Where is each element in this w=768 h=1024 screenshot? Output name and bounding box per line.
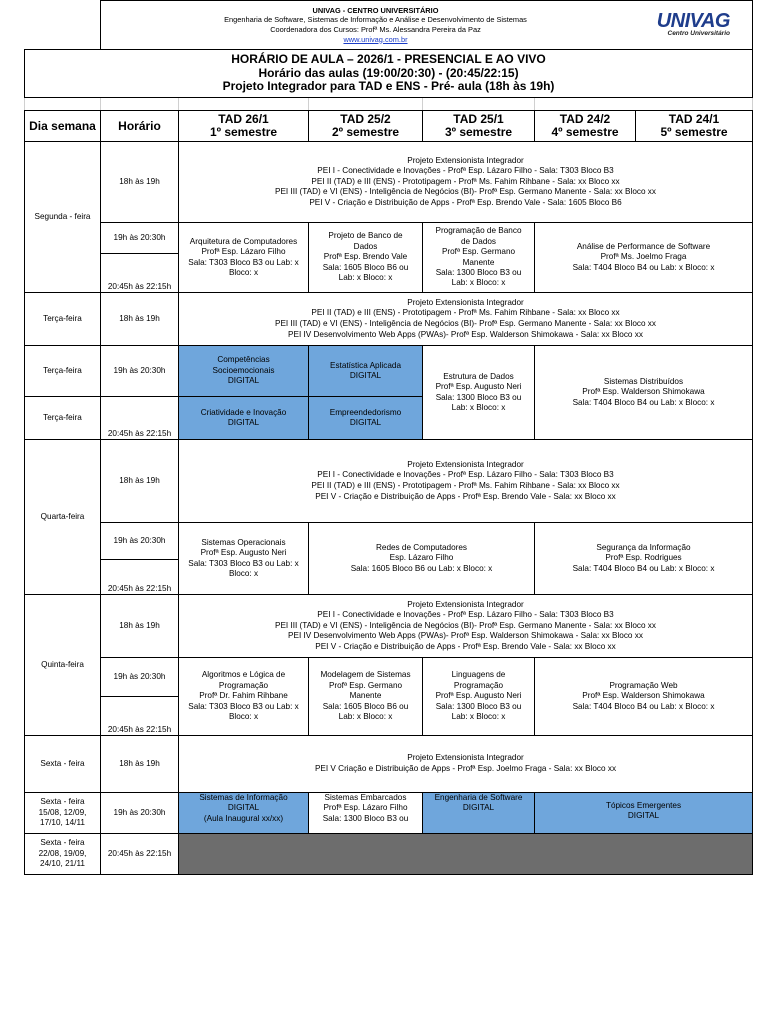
class-sistemas-embarcados: Sistemas Embarcados Profª Esp. Lázaro Filho Sala: 1300 Bloco B3 ou xyxy=(309,793,423,834)
class-sistemas-operacionais: Sistemas Operacionais Profª Esp. Augusto Neri Sala: T303 Bloco B3 ou Lab: x Bloco: x xyxy=(179,523,309,595)
time-first-monday: 19h às 20:30h xyxy=(101,223,179,254)
class-sistemas-informacao: Sistemas de Informação DIGITAL (Aula Inaugural xx/xx) xyxy=(179,793,309,834)
institution-name: UNIVAG - CENTRO UNIVERSITÁRIO xyxy=(312,5,439,15)
time-second-tuesday: 20:45h às 22:15h xyxy=(101,397,179,440)
class-criatividade-inovacao: Criatividade e Inovação DIGITAL xyxy=(179,397,309,440)
class-estatistica-aplicada: Estatística Aplicada DIGITAL xyxy=(309,346,423,397)
class-estrutura-dados: Estrutura de Dados Profª Esp. Augusto Neri Sala: 1300 Bloco B3 ou Lab: x Bloco: x xyxy=(423,346,535,440)
title-line-1: HORÁRIO DE AULA – 2026/1 - PRESENCIAL E AO VIVO xyxy=(231,52,546,67)
time-first-thursday: 19h às 20:30h xyxy=(101,658,179,697)
class-seguranca-informacao: Segurança da Informação Profª Esp. Rodrigues Sala: T404 Bloco B4 ou Lab: x Bloco: x xyxy=(535,523,753,595)
class-programacao-banco-dados: Programação de Banco de Dados Profª Esp. Germano Manente Sala: 1300 Bloco B3 ou Lab: x Bloco: x xyxy=(423,223,535,293)
logo-subtitle: Centro Universitário xyxy=(667,30,730,37)
time-pre-thursday: 18h às 19h xyxy=(101,595,179,658)
day-tuesday-first: Terça-feira xyxy=(25,346,101,397)
logo-word: UNIVAG xyxy=(656,10,730,32)
class-linguagens-programacao: Linguagens de Programação Profª Esp. Augusto Neri Sala: 1300 Bloco B3 ou Lab: x Bloco: x xyxy=(423,658,535,736)
day-tuesday: Terça-feira xyxy=(25,293,101,346)
coordinator-line: Coordenadora dos Cursos: Profª Ms. Alessandra Pereira da Paz xyxy=(270,25,481,34)
time-pre-tuesday: 18h às 19h xyxy=(101,293,179,346)
col-header-tad-24-2: TAD 24/2 xyxy=(559,112,611,126)
time-second-wednesday: 20:45h às 22:15h xyxy=(101,560,179,595)
class-programacao-web: Programação Web Profª Esp. Walderson Shimokawa Sala: T404 Bloco B4 ou Lab: x Bloco: x xyxy=(535,658,753,736)
day-tuesday-second: Terça-feira xyxy=(25,397,101,440)
time-second-monday: 20:45h às 22:15h xyxy=(101,254,179,293)
class-arquitetura: Arquitetura de Computadores Profª Esp. Lázaro Filho Sala: T303 Bloco B3 ou Lab: x Bloco: x xyxy=(179,223,309,293)
class-topicos-emergentes: Tópicos Emergentes DIGITAL xyxy=(535,793,753,834)
time-second-friday: 20:45h às 22:15h xyxy=(101,834,179,875)
col-header-tad-24-2-and-24-1: TAD 24/2 4º semestre TAD 24/1 5º semestre xyxy=(535,111,753,142)
day-wednesday: Quarta-feira xyxy=(25,440,101,595)
time-pre-friday: 18h às 19h xyxy=(101,736,179,793)
time-first-friday: 19h às 20:30h xyxy=(101,793,179,834)
col-header-tad-25-2: TAD 25/2 2º semestre xyxy=(309,111,423,142)
col-header-time: Horário xyxy=(101,111,179,142)
class-sistemas-distribuidos: Sistemas Distribuídos Profª Esp. Walderson Shimokawa Sala: T404 Bloco B4 ou Lab: x Bloco: x xyxy=(535,346,753,440)
col-header-tad-24-1: TAD 24/1 xyxy=(668,112,720,126)
pei-wednesday: Projeto Extensionista Integrador PEI I - Conectividade e Inovações - Profª Esp. Lázaro Filho - Sala: T303 Bloco B3 PEI II (TAD) e III (ENS) - Prototipagem - Profª Ms. Fahim Rihbane - Sala: xx Bloco xx PEI V - Criação e Distribuição de Apps - Profª Esp. Brendo Vale - Sala: xx Bloco xx xyxy=(179,440,753,523)
day-friday-first: Sexta - feira 15/08, 12/09, 17/10, 14/11 xyxy=(25,793,101,834)
courses-line: Engenharia de Software, Sistemas de Informação e Análise e Desenvolvimento de Sistemas xyxy=(224,15,527,25)
class-competencias-socioemocionais: Competências Socioemocionais DIGITAL xyxy=(179,346,309,397)
univag-logo xyxy=(630,12,752,38)
class-redes-computadores: Redes de Computadores Esp. Lázaro Filho Sala: 1605 Bloco B6 ou Lab: x Bloco: x xyxy=(309,523,535,595)
institution-header xyxy=(101,1,753,50)
day-friday-second: Sexta - feira 22/08, 19/09, 24/10, 21/11 xyxy=(25,834,101,875)
time-second-thursday: 20:45h às 22:15h xyxy=(101,697,179,736)
pei-thursday: Projeto Extensionista Integrador PEI I - Conectividade e Inovações - Profª Esp. Lázaro Filho - Sala: T303 Bloco B3 PEI III (TAD) e VI (ENS) - Inteligência de Negócios (BI)- Profª Esp. Germano Manente - Sala: xx Bloco xx PEI IV Desenvolvimento Web Apps (PWAs)- Profª Esp. Walderson Shimokawa - Sala: xx Bloco xx PEI V - Criação e Distribuição de Apps - Profª Esp. Brendo Vale - Sala: xx Bloco xx xyxy=(179,595,753,658)
col-header-tad-25-1: TAD 25/1 3º semestre xyxy=(423,111,535,142)
time-first-tuesday: 19h às 20:30h xyxy=(101,346,179,397)
pei-friday: Projeto Extensionista Integrador PEI V Criação e Distribuição de Apps - Profª Esp. Joelmo Fraga - Sala: xx Bloco xx xyxy=(179,736,753,793)
class-modelagem-sistemas: Modelagem de Sistemas Profª Esp. Germano Manente Sala: 1605 Bloco B6 ou Lab: x Bloco: x xyxy=(309,658,423,736)
title-line-3: Projeto Integrador para TAD e ENS - Pré- aula (18h às 19h) xyxy=(222,79,555,94)
pei-monday: Projeto Extensionista Integrador PEI I - Conectividade e Inovações - Profª Esp. Lázaro Filho - Sala: T303 Bloco B3 PEI II (TAD) e III (ENS) - Prototipagem - Profª Ms. Fahim Rihbane - Sala: xx Bloco xx PEI III (TAD) e VI (ENS) - Inteligência de Negócios (BI)- Profª Esp. Germano Manente - Sala: xx Bloco xx PEI V - Criação e Distribuição de Apps - Profª Esp. Brendo Vale - Sala: 1605 Bloco B6 xyxy=(179,142,753,223)
day-monday: Segunda - feira xyxy=(25,142,101,293)
time-first-wednesday: 19h às 20:30h xyxy=(101,523,179,560)
schedule-table xyxy=(24,0,753,875)
col-header-tad-26-1: TAD 26/1 1º semestre xyxy=(179,111,309,142)
title-line-2: Horário das aulas (19:00/20:30) - (20:45/22:15) xyxy=(258,65,519,80)
class-engenharia-software: Engenharia de Software DIGITAL xyxy=(423,793,535,834)
class-analise-performance: Análise de Performance de Software Profª Ms. Joelmo Fraga Sala: T404 Bloco B4 ou Lab: x Bloco: x xyxy=(535,223,753,293)
class-empreendedorismo: Empreendedorismo DIGITAL xyxy=(309,397,423,440)
col-header-day: Dia semana xyxy=(25,111,101,142)
blocked-slot-friday xyxy=(179,834,753,875)
class-projeto-banco-dados: Projeto de Banco de Dados Profª Esp. Brendo Vale Sala: 1605 Bloco B6 ou Lab: x Bloco: x xyxy=(309,223,423,293)
time-pre-wednesday: 18h às 19h xyxy=(101,440,179,523)
schedule-title xyxy=(25,50,753,98)
time-pre-monday: 18h às 19h xyxy=(101,142,179,223)
day-thursday: Quinta-feira xyxy=(25,595,101,736)
day-friday: Sexta - feira xyxy=(25,736,101,793)
website-link[interactable]: www.univag.com.br xyxy=(343,34,408,44)
class-algoritmos-logica: Algoritmos e Lógica de Programação Profª Dr. Fahim Rihbane Sala: T303 Bloco B3 ou Lab: x Bloco: x xyxy=(179,658,309,736)
schedule-sheet xyxy=(24,0,752,875)
pei-tuesday: Projeto Extensionista Integrador PEI II (TAD) e III (ENS) - Prototipagem - Profª Ms. Fahim Rihbane - Sala: xx Bloco xx PEI III (TAD) e VI (ENS) - Inteligência de Negócios (BI)- Profª Esp. Germano Manente - Sala: xx Bloco xx PEI IV Desenvolvimento Web Apps (PWAs)- Profª Esp. Walderson Shimokawa - Sala: xx Bloco xx xyxy=(179,293,753,346)
